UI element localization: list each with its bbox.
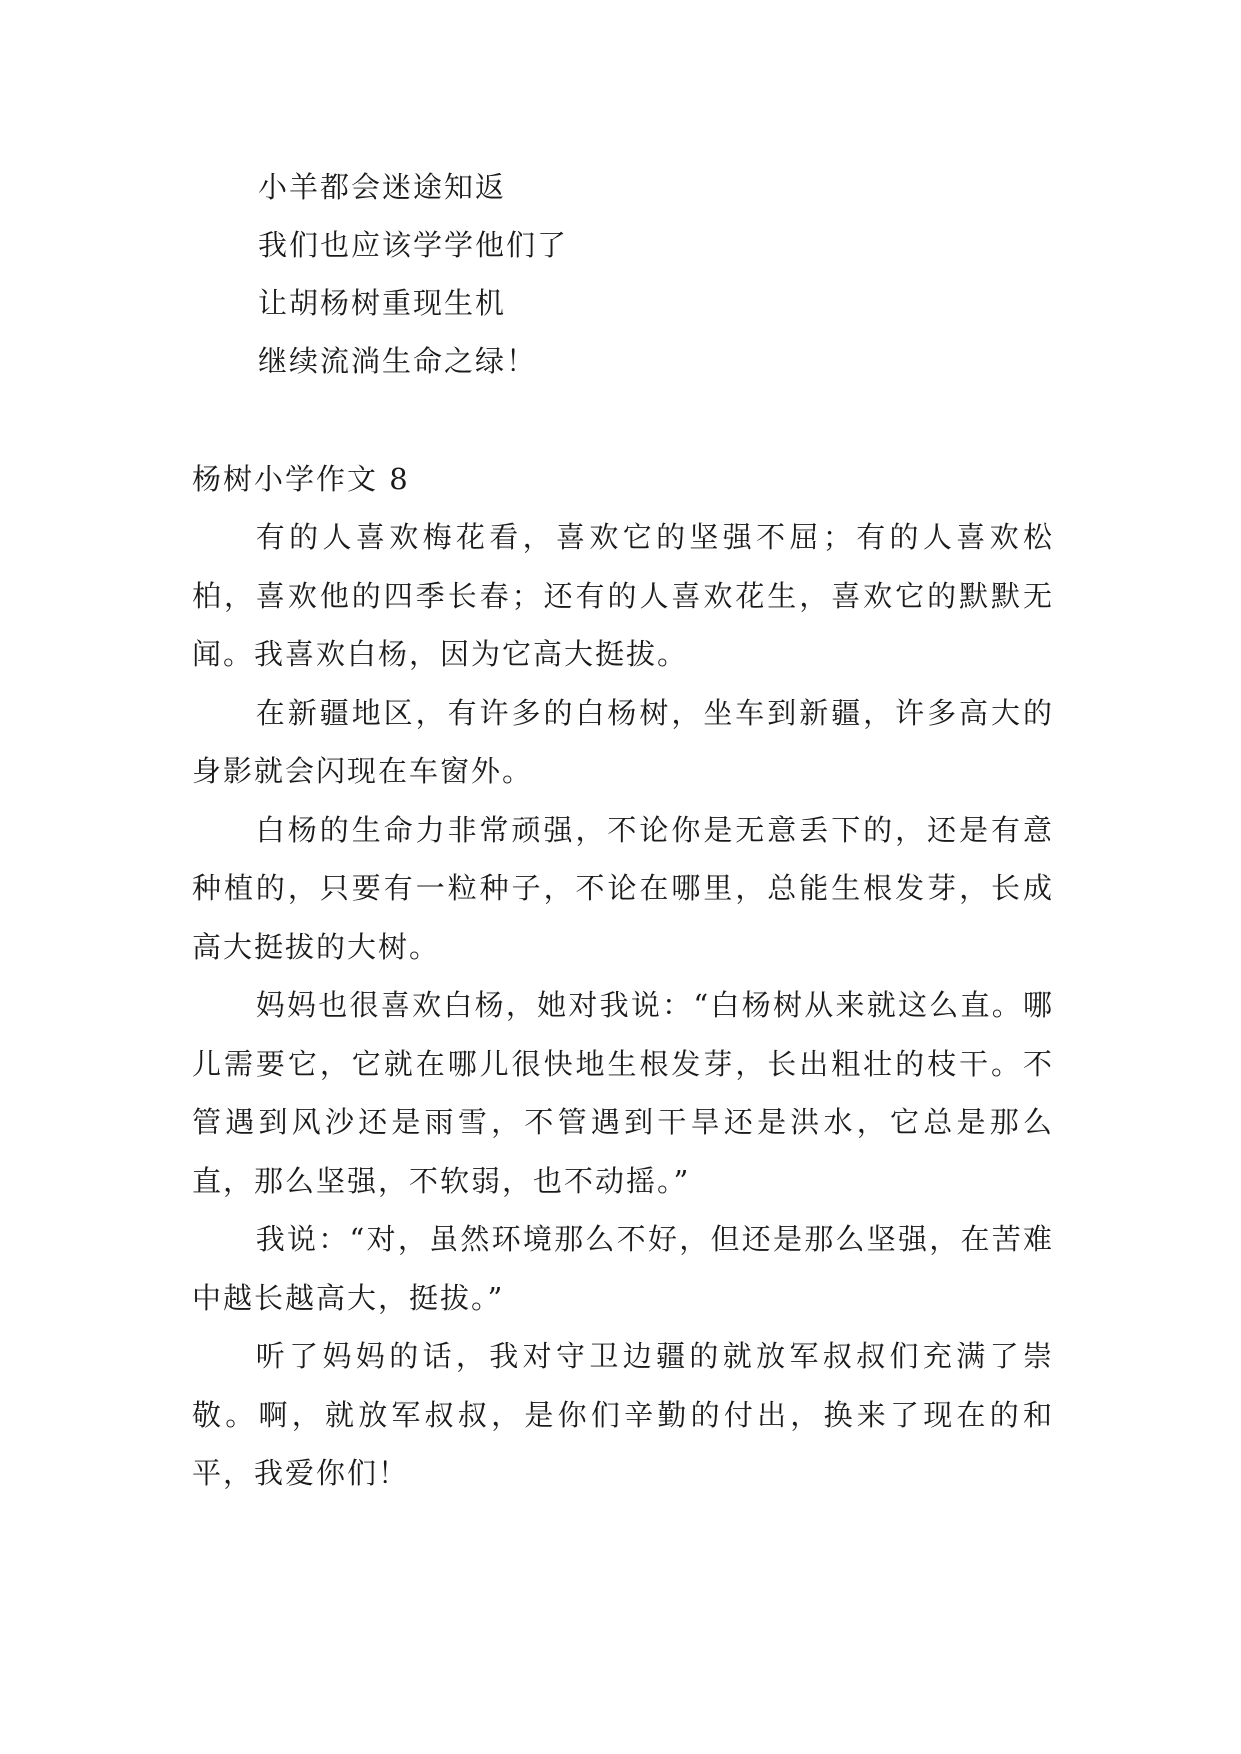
essay-paragraph: 在新疆地区，有许多的白杨树，坐车到新疆，许多高大的身影就会闪现在车窗外。 (192, 695, 1054, 788)
essay-paragraph: 妈妈也很喜欢白杨，她对我说：“白杨树从来就这么直。哪儿需要它，它就在哪儿很快地生根发芽，长出粗壮的枝干。不管遇到风沙还是雨雪，不管遇到干旱还是洪水，它总是那么直，那么坚强，不软弱，也不动摇。” (192, 988, 1054, 1198)
essay-body (192, 508, 1054, 1503)
poem-block (258, 158, 1058, 390)
poem-line: 小羊都会迷途知返 (258, 170, 507, 204)
poem-line: 让胡杨树重现生机 (258, 286, 507, 320)
poem-line: 继续流淌生命之绿！ (258, 344, 538, 378)
essay-paragraph: 白杨的生命力非常顽强，不论你是无意丢下的，还是有意种植的，只要有一粒种子，不论在哪里，总能生根发芽，长成高大挺拔的大树。 (192, 812, 1054, 964)
poem-line: 我们也应该学学他们了 (258, 228, 569, 262)
essay-paragraph: 有的人喜欢梅花看，喜欢它的坚强不屈；有的人喜欢松柏，喜欢他的四季长春；还有的人喜欢花生，喜欢它的默默无闻。我喜欢白杨，因为它高大挺拔。 (192, 520, 1054, 671)
essay-paragraph: 听了妈妈的话，我对守卫边疆的就放军叔叔们充满了崇敬。啊，就放军叔叔，是你们辛勤的付出，换来了现在的和平，我爱你们！ (192, 1339, 1054, 1490)
essay-paragraph: 我说：“对，虽然环境那么不好，但还是那么坚强，在苦难中越长越高大，挺拔。” (192, 1222, 1054, 1315)
section-title: 杨树小学作文 8 (192, 462, 410, 496)
